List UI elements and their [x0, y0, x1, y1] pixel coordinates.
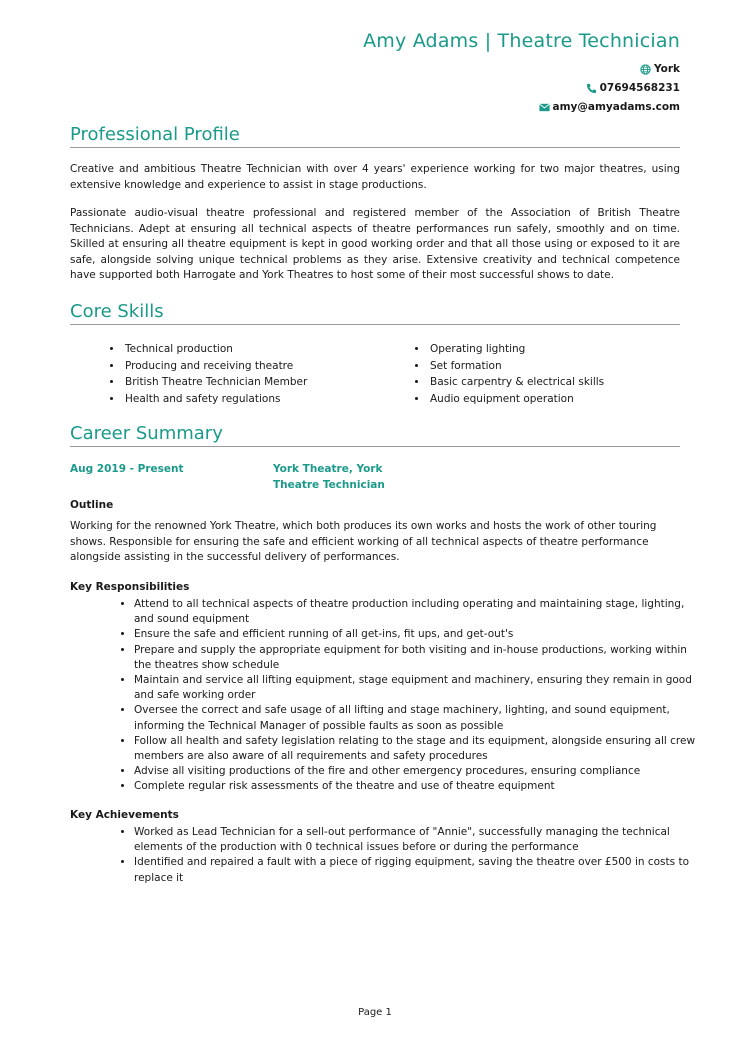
- job-dates: Aug 2019 - Present: [70, 463, 184, 475]
- profile-paragraph-2: Passionate audio-visual theatre professional and registered member of the Association of British Theatre Technicians. Adept at ensuring all technical aspects of theatre performances run safely, smoothly and on time. Skilled at ensuring all theatre equipment is kept in good working order and that all those using or exposed to it are safe, alongside solving unique technical problems as they arise. Extensive creativity and technical competence have supported both Harrogate and York Theatres to host some of their most successful shows to date.: [70, 207, 680, 281]
- achievements-label: Key Achievements: [70, 809, 179, 821]
- skills-list-left: [105, 341, 307, 407]
- responsibilities-list: [116, 597, 700, 795]
- location-text: York: [653, 63, 680, 75]
- phone-icon: [586, 83, 597, 94]
- list-item: • Attend to all technical aspects of theatre production including operating and maintaining stage, lighting, and sound equipment: [134, 597, 700, 627]
- skill-item: • Health and safety regulations: [123, 391, 307, 408]
- email-line: [539, 101, 681, 113]
- list-item: • Worked as Lead Technician for a sell-out performance of "Annie", successfully managing the technical elements of the production with 0 technical issues before or during the performance: [134, 825, 700, 855]
- profile-paragraph-1: Creative and ambitious Theatre Technician with over 4 years' experience working for two major theatres, using extensive knowledge and experience to assist in stage productions.: [70, 163, 680, 191]
- skill-item: • Operating lighting: [428, 341, 604, 358]
- email-text[interactable]: amy@amyadams.com: [552, 101, 680, 113]
- list-item: • Oversee the correct and safe usage of all lifting and stage machinery, lighting, and sound equipment, informing the Technical Manager of possible faults as soon as possible: [134, 703, 700, 733]
- outline-text: Working for the renowned York Theatre, which both produces its own works and hosts the work of other touring shows. Responsible for ensuring the safe and efficient working of all technical aspects of theatre performance alongside assisting in the successful delivery of performances.: [70, 520, 657, 563]
- job-employer: York Theatre, York: [273, 463, 383, 475]
- skill-item: • Set formation: [428, 358, 604, 375]
- skills-list-right: [410, 341, 604, 407]
- skills-heading: Core Skills: [70, 301, 680, 325]
- achievements-list: [116, 825, 700, 886]
- page-number: Page 1: [358, 1007, 392, 1018]
- envelope-icon: [539, 102, 550, 113]
- globe-icon: [640, 64, 651, 75]
- phone-text[interactable]: 07694568231: [599, 82, 680, 94]
- job-role: Theatre Technician: [273, 479, 385, 491]
- list-item: • Complete regular risk assessments of the theatre and use of theatre equipment: [134, 779, 700, 794]
- name-title: Amy Adams | Theatre Technician: [363, 30, 680, 52]
- skill-item: • Producing and receiving theatre: [123, 358, 307, 375]
- responsibilities-label: Key Responsibilities: [70, 581, 190, 593]
- list-item: • Identified and repaired a fault with a piece of rigging equipment, saving the theatre over £500 in costs to replace it: [134, 855, 700, 885]
- profile-heading: Professional Profile: [70, 124, 680, 148]
- outline-label: Outline: [70, 499, 114, 511]
- skill-item: • British Theatre Technician Member: [123, 374, 307, 391]
- list-item: • Prepare and supply the appropriate equipment for both visiting and in-house productions, working within the theatres show schedule: [134, 643, 700, 673]
- list-item: • Maintain and service all lifting equipment, stage equipment and machinery, ensuring they remain in good and safe working order: [134, 673, 700, 703]
- skill-item: • Basic carpentry & electrical skills: [428, 374, 604, 391]
- list-item: • Ensure the safe and efficient running of all get-ins, fit ups, and get-out's: [134, 627, 700, 642]
- career-heading: Career Summary: [70, 423, 680, 447]
- list-item: • Advise all visiting productions of the fire and other emergency procedures, ensuring compliance: [134, 764, 700, 779]
- list-item: • Follow all health and safety legislation relating to the stage and its equipment, alongside ensuring all crew members are also aware of all requirements and safety procedures: [134, 734, 700, 764]
- location-line: [640, 63, 680, 75]
- skill-item: • Technical production: [123, 341, 307, 358]
- skill-item: • Audio equipment operation: [428, 391, 604, 408]
- phone-line: [586, 82, 680, 94]
